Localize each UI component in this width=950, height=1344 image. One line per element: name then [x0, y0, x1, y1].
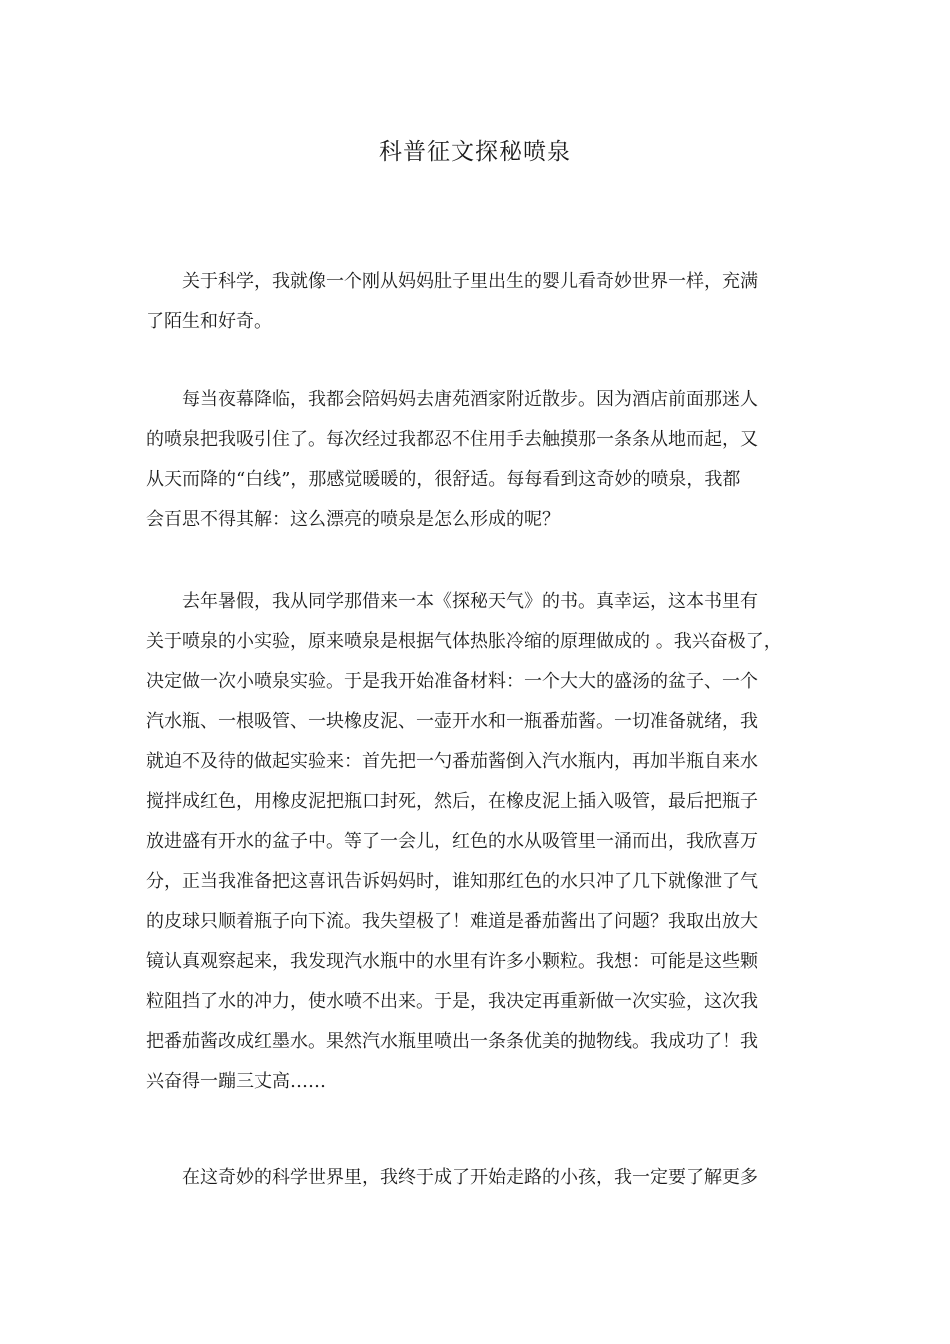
text-line: 从天而降的“白线”，那感觉暖暖的，很舒适。每每看到这奇妙的喷泉，我都: [146, 469, 741, 490]
text-line: 放进盛有开水的盆子中。等了一会儿，红色的水从吸管里一涌而出，我欣喜万: [146, 831, 758, 852]
text-line: 搅拌成红色，用橡皮泥把瓶口封死，然后，在橡皮泥上插入吸管，最后把瓶子: [146, 791, 758, 812]
text-line: 去年暑假，我从同学那借来一本《探秘天气》的书。真幸运，这本书里有: [182, 591, 758, 612]
text-line: 每当夜幕降临，我都会陪妈妈去唐苑酒家附近散步。因为酒店前面那迷人: [182, 389, 758, 410]
text-line: 关于科学，我就像一个刚从妈妈肚子里出生的婴儿看奇妙世界一样，充满: [182, 271, 758, 292]
text-line: 粒阻挡了水的冲力，使水喷不出来。于是，我决定再重新做一次实验，这次我: [146, 991, 758, 1012]
text-line: 决定做一次小喷泉实验。于是我开始准备材料：一个大大的盛汤的盆子、一个: [146, 671, 758, 692]
paragraph-intro: [146, 262, 826, 342]
text-line: 的皮球只顺着瓶子向下流。我失望极了！难道是番茄酱出了问题？我取出放大: [146, 911, 758, 932]
text-line: 会百思不得其解：这么漂亮的喷泉是怎么形成的呢？: [146, 509, 560, 530]
page-title: 科普征文探秘喷泉: [379, 139, 571, 165]
text-line: 镜认真观察起来，我发现汽水瓶中的水里有许多小颗粒。我想：可能是这些颗: [146, 951, 758, 972]
paragraph-conclusion: [146, 1158, 826, 1198]
text-line: 的喷泉把我吸引住了。每次经过我都忍不住用手去触摸那一条条从地而起，又: [146, 429, 758, 450]
text-line: 就迫不及待的做起实验来：首先把一勺番茄酱倒入汽水瓶内，再加半瓶自来水: [146, 751, 758, 772]
text-line: 在这奇妙的科学世界里，我终于成了开始走路的小孩，我一定要了解更多: [182, 1167, 758, 1188]
text-line: 分，正当我准备把这喜讯告诉妈妈时，谁知那红色的水只冲了几下就像泄了气: [146, 871, 758, 892]
text-line: 把番茄酱改成红墨水。果然汽水瓶里喷出一条条优美的抛物线。我成功了！我: [146, 1031, 758, 1052]
paragraph-experiment: [146, 582, 826, 1102]
text-line: 了陌生和好奇。: [146, 311, 272, 332]
text-line: 兴奋得一蹦三丈高……: [146, 1071, 326, 1092]
text-line: 汽水瓶、一根吸管、一块橡皮泥、一壶开水和一瓶番茄酱。一切准备就绪，我: [146, 711, 758, 732]
paragraph-fountain-walk: [146, 380, 826, 540]
text-line: 关于喷泉的小实验，原来喷泉是根据气体热胀冷缩的原理做成的 。我兴奋极了，: [146, 631, 782, 652]
